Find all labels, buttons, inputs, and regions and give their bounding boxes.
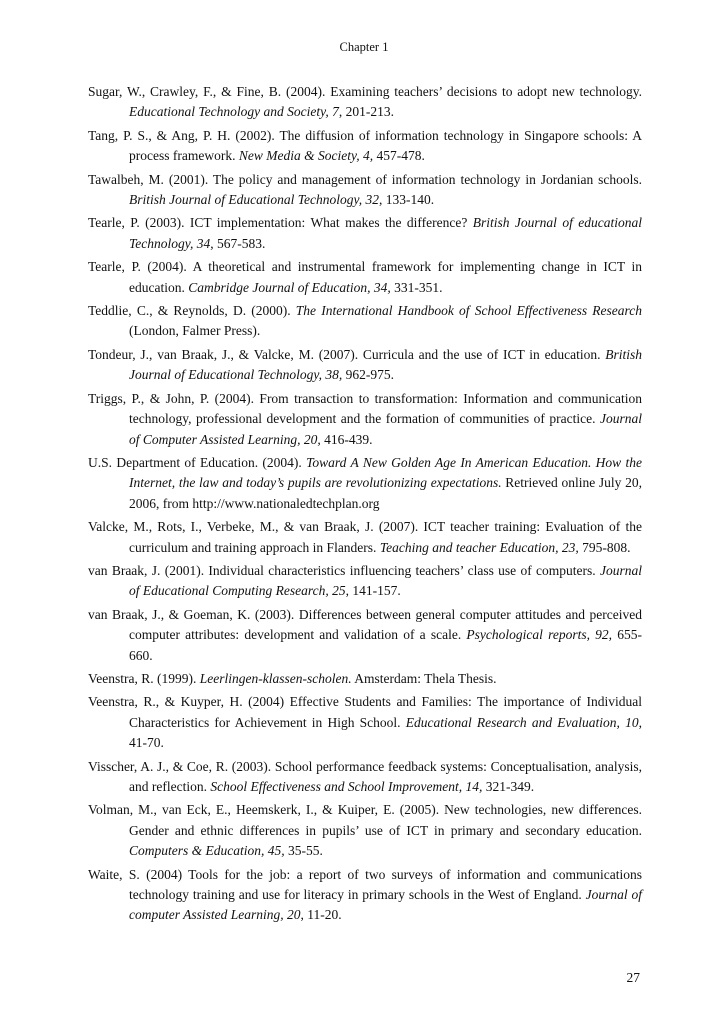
reference-text: Tang, P. S., & Ang, P. H. (2002). The diffusion of information technology in Singapore schools: A process framework.	[88, 127, 642, 164]
reference-text: 416-439.	[320, 431, 373, 447]
reference-text: van Braak, J., & Goeman, K. (2003). Differences between general computer attitudes and perceived computer attributes: development and validation of a scale.	[88, 606, 642, 643]
reference-text: Visscher, A. J., & Coe, R. (2003). School performance feedback systems: Conceptualisation, analysis, and reflection.	[88, 758, 642, 794]
reference-source-title: Teaching and teacher Education, 23,	[379, 539, 579, 555]
reference-text: , 141-157.	[345, 583, 401, 599]
reference-text: Amsterdam: Thela Thesis.	[351, 670, 497, 686]
reference-source-title: New Media & Society, 4,	[238, 148, 374, 164]
reference-entry	[88, 301, 642, 342]
reference-source-title: Toward A New Golden Age In American Education. How the Internet, the law and today’s pupils are revolutionizing expectations.	[129, 454, 642, 491]
reference-text: Tondeur, J., van Braak, J., & Valcke, M. (2007). Curricula and the use of ICT in education.	[88, 346, 606, 362]
reference-source-title: British Journal of Educational Technology, 38,	[129, 346, 642, 383]
reference-entry	[88, 453, 642, 514]
reference-text: 457-478.	[373, 148, 425, 164]
reference-entry	[88, 82, 642, 123]
reference-source-title: Computers & Education, 45,	[129, 843, 285, 859]
reference-source-title: Psychological reports, 92,	[466, 627, 613, 643]
reference-entry	[88, 126, 642, 167]
reference-text: 321-349.	[482, 779, 535, 794]
reference-text: , 201-213.	[338, 104, 394, 120]
reference-text: U.S. Department of Education. (2004).	[88, 454, 307, 470]
reference-entry	[88, 389, 642, 450]
reference-source-title: School Effectiveness and School Improvement, 14,	[210, 779, 483, 794]
reference-text: , 11-20.	[300, 907, 342, 923]
reference-text: (London, Falmer Press).	[129, 323, 261, 339]
reference-source-title: The International Handbook of School Effectiveness Research	[295, 303, 642, 319]
reference-entry	[88, 757, 642, 798]
reference-source-title: Educational Research and Evaluation, 10	[405, 714, 639, 730]
reference-entry	[88, 213, 642, 254]
reference-text: 331-351.	[390, 279, 443, 295]
reference-entry	[88, 257, 642, 298]
reference-text: Tearle, P. (2004). A theoretical and instrumental framework for implementing change in ICT in education.	[88, 259, 642, 295]
reference-source-title: Leerlingen-klassen-scholen.	[199, 670, 352, 686]
reference-entry	[88, 561, 642, 602]
reference-entry	[88, 170, 642, 211]
reference-text: Veenstra, R., & Kuyper, H. (2004) Effective Students and Families: The importance of Individual Characteristics for Achievement in High School.	[88, 694, 642, 730]
reference-text: Teddlie, C., & Reynolds, D. (2000).	[88, 303, 296, 319]
reference-list	[88, 82, 642, 929]
reference-text: , 567-583.	[210, 235, 266, 251]
reference-text: Triggs, P., & John, P. (2004). From transaction to transformation: Information and communication technology, professional development and the formation of communities of practice.	[88, 390, 642, 427]
reference-entry	[88, 345, 642, 386]
reference-source-title: British Journal of Educational Technology, 32	[129, 192, 379, 208]
reference-source-title: Journal of Computer Assisted Learning, 20,	[129, 411, 642, 447]
reference-source-title: Journal of computer Assisted Learning, 20	[129, 887, 642, 923]
reference-text: Tearle, P. (2003). ICT implementation: What makes the difference?	[88, 215, 473, 231]
reference-source-title: Cambridge Journal of Education, 34,	[188, 279, 391, 295]
reference-text: Valcke, M., Rots, I., Verbeke, M., & van Braak, J. (2007). ICT teacher training: Evaluation of the curriculum and training approach in Flanders.	[88, 519, 642, 555]
reference-text: 795-808.	[578, 539, 631, 555]
reference-text: van Braak, J. (2001). Individual characteristics influencing teachers’ class use of computers.	[88, 562, 600, 578]
reference-text: , 41-70.	[129, 714, 642, 751]
reference-text: Tawalbeh, M. (2001). The policy and management of information technology in Jordanian schools.	[88, 171, 642, 187]
reference-entry	[88, 517, 642, 558]
reference-text: Sugar, W., Crawley, F., & Fine, B. (2004). Examining teachers’ decisions to adopt new technology.	[88, 84, 642, 99]
reference-text: Volman, M., van Eck, E., Heemskerk, I., & Kuiper, E. (2005). New technologies, new differences. Gender and ethnic differences in pupils’ use of ICT in primary and secondary education.	[88, 802, 642, 838]
reference-text: 962-975.	[342, 367, 394, 383]
reference-source-title: Educational Technology and Society, 7	[129, 104, 339, 120]
reference-text: 35-55.	[284, 843, 323, 859]
reference-text: Waite, S. (2004) Tools for the job: a report of two surveys of information and communications technology training and use for literacy in primary schools in the West of England.	[88, 866, 642, 903]
reference-text: 655-660.	[129, 627, 642, 663]
reference-entry	[88, 800, 642, 861]
reference-entry	[88, 865, 642, 926]
reference-text: Retrieved online July 20, 2006, from http://www.nationaledtechplan.org	[129, 475, 642, 511]
reference-entry	[88, 669, 642, 689]
page-header: Chapter 1	[339, 40, 389, 54]
reference-source-title: British Journal of educational Technology, 34	[129, 215, 642, 251]
reference-text: Veenstra, R. (1999).	[88, 670, 200, 686]
reference-entry	[88, 692, 642, 753]
reference-source-title: Journal of Educational Computing Research, 25	[129, 562, 642, 599]
reference-entry	[88, 605, 642, 666]
reference-text: , 133-140.	[379, 192, 435, 208]
page-number: 27	[626, 970, 640, 985]
